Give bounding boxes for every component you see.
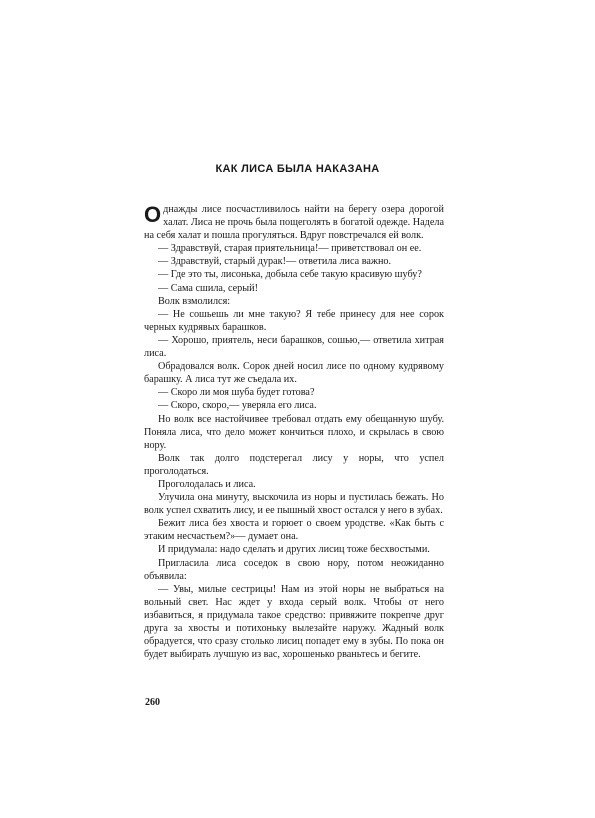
paragraph: — Не сошьешь ли мне такую? Я тебе принесу для нее сорок черных кудрявых барашков. (144, 308, 444, 333)
story-text (144, 203, 444, 661)
paragraph: Но волк все настойчивее требовал отдать ему обещанную шубу. Поняла лиса, что дело может кончиться плохо, и скрылась в свою нору. (144, 413, 444, 451)
paragraph: Волк так долго подстерегал лису у норы, что успел проголодаться. (144, 452, 444, 477)
paragraph: — Скоро ли моя шуба будет готова? (158, 387, 315, 399)
paragraph: — Здравствуй, старый дурак!— ответила лиса важно. (158, 256, 392, 268)
paragraph: Волк взмолился: (158, 295, 231, 307)
paragraph: Улучила она минуту, выскочила из норы и пустилась бежать. Но волк успел схватить лису, и ее пышный хвост остался у него в зубах. (144, 492, 444, 517)
paragraph: — Хорошо, приятель, неси барашков, сошью,— ответила хитрая лиса. (144, 334, 444, 360)
drop-cap: О (144, 202, 162, 227)
paragraph: — Увы, милые сестрицы! Нам из этой норы не выбраться на вольный свет. Нас ждет у входа серый волк. Чтобы от него избавиться, я придумала такое средство: привяжите покрепче друг друга за хвосты и потихоньку вылезайте наружу. Жадный волк обрадуется, что сразу столько лисиц попадет ему в зубы. По пока он будет выбирать лучшую из вас, хорошенько рваньтесь и бегите. (144, 583, 444, 661)
paragraph: Проголодалась и лиса. (158, 478, 256, 490)
story-title: КАК ЛИСА БЫЛА НАКАЗАНА (215, 163, 380, 175)
first-paragraph-text: днажды лисе посчастливилось найти на берегу озера дорогой халат. Лиса не прочь была пощеголять в богатой одежде. Надела на себя халат и пошла прогуляться. Вдруг повстречался ей волк. (144, 204, 444, 242)
page-number: 260 (145, 697, 160, 708)
first-paragraph (144, 203, 444, 242)
paragraph: — Здравствуй, старая приятельница!— приветствовал он ее. (158, 243, 422, 255)
paragraph: Бежит лиса без хвоста и горюет о своем уродстве. «Как быть с этаким несчастьем?»— думает она. (144, 518, 444, 543)
paragraph: Пригласила лиса соседок в свою нору, потом неожиданно объявила: (144, 557, 444, 582)
paragraph: — Скоро, скоро,— уверяла его лиса. (158, 400, 317, 412)
paragraph: И придумала: надо сделать и других лисиц тоже бесхвостыми. (158, 544, 430, 556)
paragraph: — Сама сшила, серый! (158, 282, 258, 294)
paragraph: — Где это ты, лисонька, добыла себе такую красивую шубу? (158, 269, 422, 281)
paragraph: Обрадовался волк. Сорок дней носил лисе по одному кудрявому барашку. А лиса тут же съедала их. (144, 361, 444, 386)
